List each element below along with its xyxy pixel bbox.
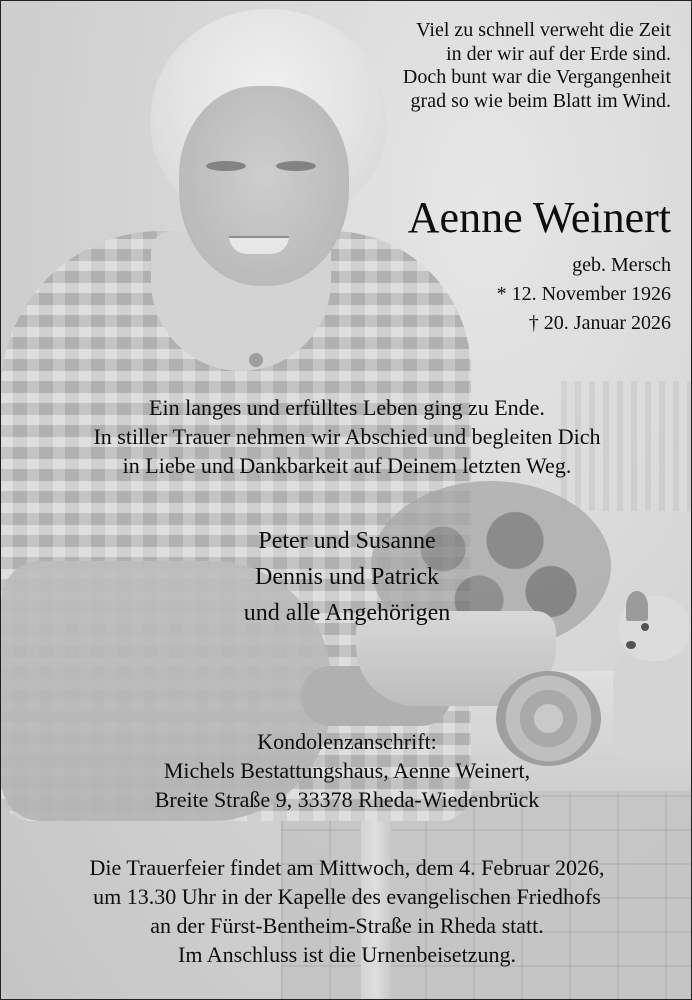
condolence-line: Michels Bestattungshaus, Aenne Weinert, xyxy=(163,758,531,783)
farewell-line: In stiller Trauer nehmen wir Abschied und begleiten Dich xyxy=(93,424,601,449)
deceased-name: Aenne Weinert xyxy=(407,193,671,242)
mourner-line: und alle Angehörigen xyxy=(243,600,451,626)
death-date: † 20. Januar 2026 xyxy=(528,312,671,334)
poem-line: Viel zu schnell verweht die Zeit xyxy=(416,19,671,41)
birth-name: geb. Mersch xyxy=(572,254,671,276)
service-line: Im Anschluss ist die Urnenbeisetzung. xyxy=(178,942,516,967)
poem-line: grad so wie beim Blatt im Wind. xyxy=(410,89,671,112)
service-line: an der Fürst-Bentheim-Straße in Rheda statt. xyxy=(150,913,544,938)
condolence-line: Breite Straße 9, 33378 Rheda-Wiedenbrück xyxy=(154,787,540,812)
service-line: um 13.30 Uhr in der Kapelle des evangelischen Friedhofs xyxy=(93,884,601,909)
funeral-service-info xyxy=(1,853,692,969)
mourner-line: Dennis und Patrick xyxy=(255,564,439,590)
condolence-heading: Kondolenzanschrift: xyxy=(257,729,437,754)
poem xyxy=(251,19,671,113)
text-layer xyxy=(1,1,691,999)
poem-line: Doch bunt war die Vergangenheit xyxy=(402,66,671,88)
farewell-line: in Liebe und Dankbarkeit auf Deinem letzten Weg. xyxy=(122,453,572,478)
poem-line: in der wir auf der Erde sind. xyxy=(446,42,671,65)
mourners-list xyxy=(1,523,692,631)
mourner-line: Peter und Susanne xyxy=(258,528,436,554)
condolence-address xyxy=(1,727,692,814)
deceased-details xyxy=(497,251,671,338)
service-line: Die Trauerfeier findet am Mittwoch, dem 4. Februar 2026, xyxy=(89,855,605,880)
farewell-text xyxy=(1,393,692,480)
birth-date: * 12. November 1926 xyxy=(496,283,671,305)
farewell-line: Ein langes und erfülltes Leben ging zu Ende. xyxy=(149,395,545,420)
